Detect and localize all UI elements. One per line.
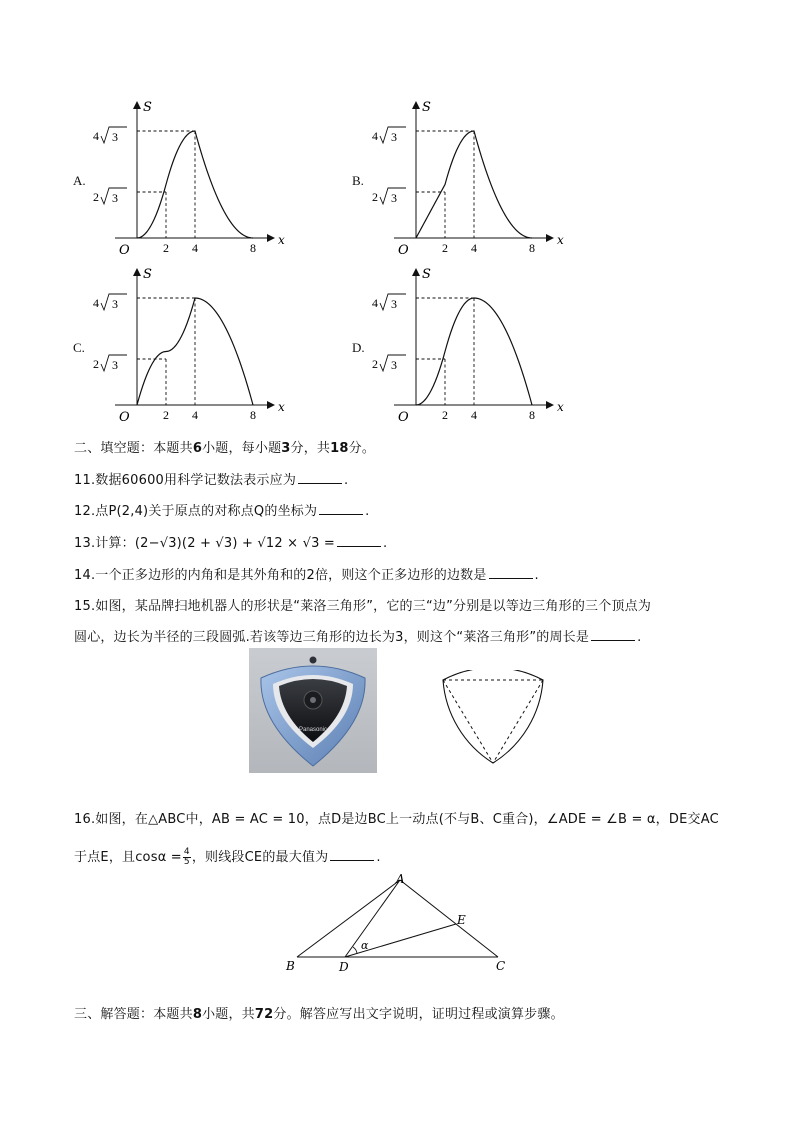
- origin-label: O: [119, 243, 130, 258]
- x-tick-label: 2: [163, 408, 169, 422]
- graph-option-b: [364, 95, 594, 260]
- question-13: 13.计算：(2−√3)(2 + √3) + √12 × √3 = .: [74, 536, 388, 551]
- label-e: E: [457, 913, 466, 927]
- x-axis-label: x: [557, 233, 564, 247]
- question-14: 14.一个正多边形的内角和是其外角和的2倍，则这个正多边形的边数是 .: [74, 568, 539, 583]
- x-tick-label: 4: [471, 408, 477, 422]
- y-axis-label: S: [422, 100, 431, 115]
- graph-svg: [364, 262, 594, 427]
- label-radicand: 3: [391, 297, 397, 311]
- label-coefficient: 2: [372, 357, 378, 371]
- fraction: $\frac{4}{5}$: [183, 847, 190, 867]
- label-a: A: [396, 872, 405, 886]
- x-tick-label: 4: [192, 408, 198, 422]
- x-tick-label: 8: [529, 241, 535, 255]
- y-axis-arrow: [412, 268, 420, 276]
- option-label-a: A.: [73, 173, 86, 188]
- answer-blank[interactable]: [319, 502, 363, 515]
- question-11: 11.数据60600用科学记数法表示应为 .: [74, 473, 349, 488]
- origin-label: O: [398, 410, 409, 425]
- y-label-2-root-3: [93, 188, 127, 205]
- y-label-4-root-3: [372, 127, 406, 144]
- answer-blank[interactable]: [330, 848, 374, 861]
- y-label-2-root-3: [93, 355, 127, 372]
- label-c: C: [496, 959, 506, 973]
- answer-blank[interactable]: [337, 534, 381, 547]
- label-coefficient: 4: [372, 129, 378, 143]
- triangle-abc-figure: [280, 870, 520, 980]
- answer-blank[interactable]: [298, 471, 342, 484]
- y-axis-arrow: [133, 101, 141, 109]
- x-axis-arrow: [267, 401, 275, 409]
- question-16-line2: 于点E，且cosα = $\frac{4}{5}$ ，则线段CE的最大值为 .: [74, 847, 381, 867]
- reuleaux-triangle-figure: [435, 670, 550, 770]
- graph-option-a: [85, 95, 315, 260]
- label-radicand: 3: [112, 358, 118, 372]
- label-radicand: 3: [112, 130, 118, 144]
- label-b: B: [286, 959, 295, 973]
- origin-label: O: [119, 410, 130, 425]
- y-axis-arrow: [412, 101, 420, 109]
- y-axis-arrow: [133, 268, 141, 276]
- robot-vacuum-photo: [249, 648, 377, 773]
- graph-option-d: [364, 262, 594, 427]
- x-axis-arrow: [546, 401, 554, 409]
- question-15-line1: 15.如图，某品牌扫地机器人的形状是“莱洛三角形”，它的三“边”分别是以等边三角形的三个顶点为: [74, 599, 652, 614]
- label-d: D: [339, 960, 349, 974]
- x-tick-label: 8: [529, 408, 535, 422]
- y-label-4-root-3: [372, 294, 406, 311]
- option-label-b: B.: [352, 173, 364, 188]
- label-coefficient: 4: [93, 296, 99, 310]
- answer-blank[interactable]: [591, 628, 635, 641]
- x-tick-label: 4: [192, 241, 198, 255]
- label-coefficient: 2: [93, 357, 99, 371]
- option-label-c: C.: [73, 340, 85, 355]
- x-axis-label: x: [278, 400, 285, 414]
- label-radicand: 3: [391, 358, 397, 372]
- label-coefficient: 2: [372, 190, 378, 204]
- section-2-heading: 二、填空题：本题共6小题，每小题3分，共18分。: [74, 441, 376, 456]
- graph-svg: [364, 95, 594, 260]
- graph-svg: [85, 262, 315, 427]
- y-label-2-root-3: [372, 188, 406, 205]
- answer-blank[interactable]: [489, 566, 533, 579]
- robot-brand-label: Panasonic: [298, 727, 328, 733]
- x-tick-label: 2: [442, 408, 448, 422]
- x-tick-label: 4: [471, 241, 477, 255]
- graph-svg: [85, 95, 315, 260]
- y-label-4-root-3: [93, 294, 127, 311]
- x-tick-label: 8: [250, 241, 256, 255]
- question-12: 12.点P(2,4)关于原点的对称点Q的坐标为 .: [74, 504, 370, 519]
- label-radicand: 3: [391, 191, 397, 205]
- label-radicand: 3: [112, 191, 118, 205]
- y-label-2-root-3: [372, 355, 406, 372]
- x-axis-label: x: [557, 400, 564, 414]
- label-radicand: 3: [391, 130, 397, 144]
- y-axis-label: S: [143, 267, 152, 282]
- label-coefficient: 4: [372, 296, 378, 310]
- label-coefficient: 4: [93, 129, 99, 143]
- graph-option-c: [85, 262, 315, 427]
- y-axis-label: S: [143, 100, 152, 115]
- y-axis-label: S: [422, 267, 431, 282]
- origin-label: O: [398, 243, 409, 258]
- section-3-heading: 三、解答题：本题共8小题，共72分。解答应写出文字说明，证明过程或演算步骤。: [74, 1007, 564, 1022]
- x-axis-arrow: [267, 234, 275, 242]
- label-coefficient: 2: [93, 190, 99, 204]
- x-axis-arrow: [546, 234, 554, 242]
- option-label-d: D.: [352, 340, 365, 355]
- question-16-line1: 16.如图，在△ABC中，AB = AC = 10，点D是边BC上一动点(不与B、C重合)，∠ADE = ∠B = α，DE交AC: [74, 812, 719, 827]
- question-15-line2: 圆心，边长为半径的三段圆弧.若该等边三角形的边长为3，则这个“莱洛三角形”的周长是 .: [74, 630, 642, 645]
- label-alpha: α: [361, 939, 369, 952]
- x-axis-label: x: [278, 233, 285, 247]
- label-radicand: 3: [112, 297, 118, 311]
- x-tick-label: 2: [442, 241, 448, 255]
- x-tick-label: 2: [163, 241, 169, 255]
- x-tick-label: 8: [250, 408, 256, 422]
- y-label-4-root-3: [93, 127, 127, 144]
